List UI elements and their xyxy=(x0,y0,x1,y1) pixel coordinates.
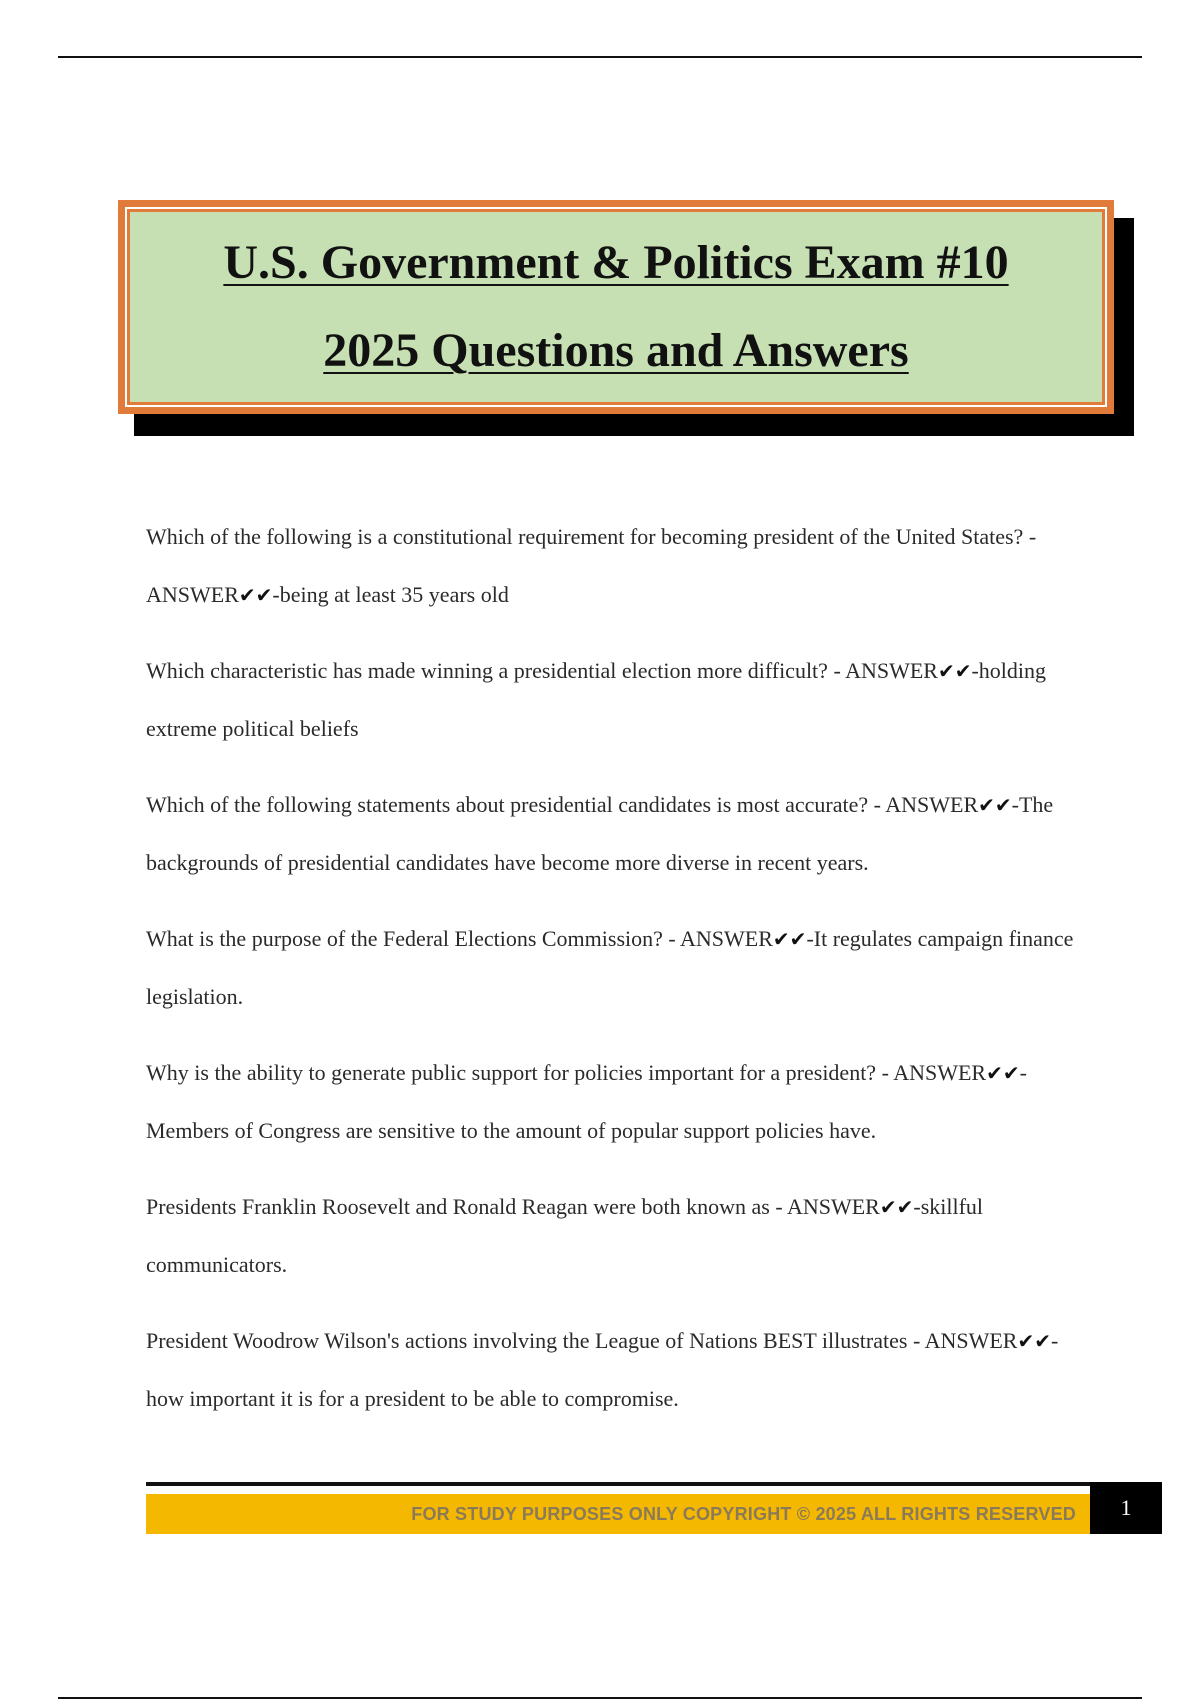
question-text: Which of the following statements about presidential candidates is most accurate? xyxy=(146,792,869,817)
answer-label: ANSWER xyxy=(146,582,239,607)
question-text: Which of the following is a constitutional requirement for becoming president of the United States? xyxy=(146,524,1024,549)
question-text: What is the purpose of the Federal Elections Commission? xyxy=(146,926,663,951)
double-check-icon: ✔✔ xyxy=(1017,1329,1051,1353)
question-text: President Woodrow Wilson's actions involving the League of Nations BEST illustrates xyxy=(146,1328,908,1353)
top-rule xyxy=(58,56,1142,58)
answer-text: skillful communicators. xyxy=(146,1194,984,1277)
double-check-icon: ✔✔ xyxy=(986,1061,1020,1085)
qa-item: Why is the ability to generate public support for policies important for a president? - ANSWER✔✔-Members of Congress are sensitive to the amount of popular support policies have. xyxy=(146,1060,1027,1143)
answer-text: being at least 35 years old xyxy=(279,582,509,607)
double-check-icon: ✔✔ xyxy=(937,659,972,683)
answer-text: how important it is for a president to be able to compromise. xyxy=(146,1386,679,1411)
qa-item: President Woodrow Wilson's actions involving the League of Nations BEST illustrates - ANSWER✔✔-how important it is for a president to be able to compromise. xyxy=(146,1328,1059,1411)
title-banner xyxy=(118,200,1114,414)
answer-label: ANSWER xyxy=(680,926,773,951)
question-text: Presidents Franklin Roosevelt and Ronald Reagan were both known as xyxy=(146,1194,770,1219)
footer-rule xyxy=(146,1482,1090,1486)
double-check-icon: ✔✔ xyxy=(238,583,273,607)
double-check-icon: ✔✔ xyxy=(772,927,807,951)
document-subtitle: 2025 Questions and Answers xyxy=(323,324,909,377)
document-title: U.S. Government & Politics Exam #10 xyxy=(223,236,1009,289)
answer-label: ANSWER xyxy=(786,1194,880,1219)
answer-text: It regulates campaign finance legislation. xyxy=(146,926,1074,1009)
footer-bar xyxy=(146,1494,1090,1534)
answer-label: ANSWER xyxy=(845,658,938,683)
answer-label: ANSWER xyxy=(893,1060,987,1085)
answer-text: holding extreme political beliefs xyxy=(146,658,1047,741)
qa-list xyxy=(146,508,1096,1446)
answer-label: ANSWER xyxy=(924,1328,1018,1353)
page-number: 1 xyxy=(1090,1482,1162,1534)
qa-item: What is the purpose of the Federal Elections Commission? - ANSWER✔✔-It regulates campaign finance legislation. xyxy=(146,926,1074,1009)
qa-item: Which of the following is a constitutional requirement for becoming president of the United States? - ANSWER✔✔-being at least 35 years old xyxy=(146,524,1037,607)
qa-item: Presidents Franklin Roosevelt and Ronald Reagan were both known as - ANSWER✔✔-skillful communicators. xyxy=(146,1194,984,1277)
answer-text: Members of Congress are sensitive to the amount of popular support policies have. xyxy=(146,1118,877,1143)
question-text: Why is the ability to generate public support for policies important for a president? xyxy=(146,1060,877,1085)
qa-item: Which of the following statements about presidential candidates is most accurate? - ANSWER✔✔-The backgrounds of presidential candidates have become more diverse in recent years. xyxy=(146,792,1054,875)
title-banner-inner xyxy=(133,215,1099,399)
bottom-rule xyxy=(58,1697,1142,1699)
qa-item: Which characteristic has made winning a presidential election more difficult? - ANSWER✔✔-holding extreme political beliefs xyxy=(146,658,1047,741)
double-check-icon: ✔✔ xyxy=(978,793,1012,817)
question-text: Which characteristic has made winning a presidential election more difficult? xyxy=(146,658,828,683)
copyright-notice: FOR STUDY PURPOSES ONLY COPYRIGHT © 2025 ALL RIGHTS RESERVED xyxy=(411,1504,1076,1524)
answer-text: The backgrounds of presidential candidates have become more diverse in recent years. xyxy=(146,792,1054,875)
double-check-icon: ✔✔ xyxy=(879,1195,914,1219)
answer-label: ANSWER xyxy=(885,792,979,817)
